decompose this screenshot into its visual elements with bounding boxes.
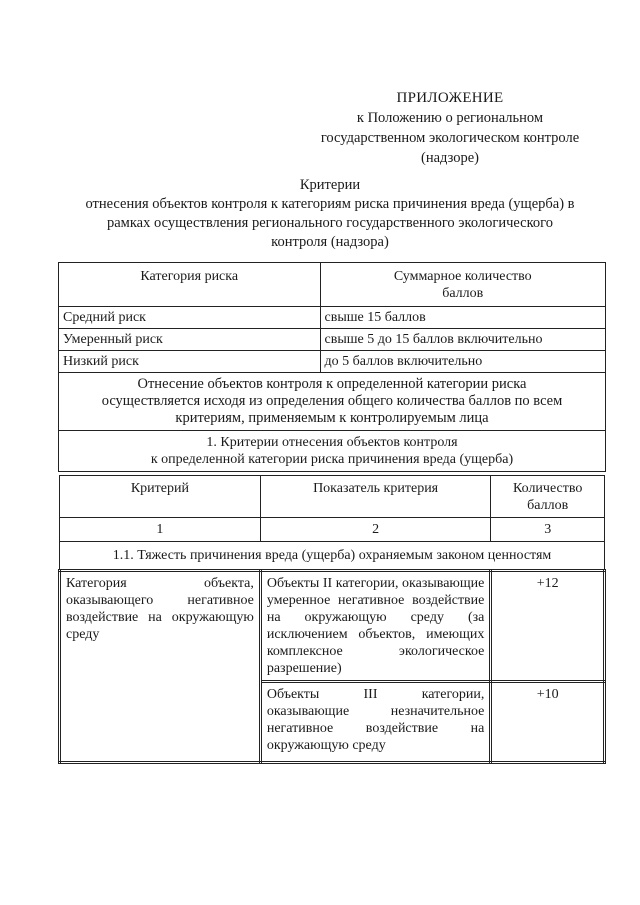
title-line-3: контроля (надзора) — [271, 234, 389, 250]
points-header-cell — [491, 476, 605, 518]
risk-points-cell: свыше 15 баллов — [320, 307, 606, 329]
risk-note-line-2: осуществляется исходя из определения общего количества баллов по всем — [101, 393, 563, 409]
header-points-cell — [320, 263, 606, 307]
risk-note-line-3: критериям, применяемым к контролируемым лица — [175, 410, 489, 426]
risk-points-cell: до 5 баллов включительно — [320, 351, 606, 373]
risk-note-cell — [59, 373, 606, 431]
document-title — [40, 176, 620, 252]
risk-table-header — [59, 263, 606, 307]
risk-row — [59, 351, 606, 373]
column-number-row — [60, 518, 605, 542]
risk-points-cell: свыше 5 до 15 баллов включительно — [320, 329, 606, 351]
risk-note-row — [59, 373, 606, 431]
header-category-cell: Категория риска — [59, 263, 321, 307]
subsection-cell: 1.1. Тяжесть причинения вреда (ущерба) охраняемым законом ценностям — [60, 542, 605, 571]
appendix-header — [300, 88, 600, 168]
column-number-1: 1 — [60, 518, 261, 542]
header-points-line-2: баллов — [442, 286, 484, 301]
points-cell: +10 — [491, 682, 605, 763]
section-heading-line-2: к определенной категории риска причинения вреда (ущерба) — [150, 452, 514, 467]
title-word: Критерии — [299, 177, 361, 193]
risk-row — [59, 329, 606, 351]
header-points-line-1: Суммарное количество — [393, 269, 532, 284]
points-header-line-2: баллов — [527, 498, 569, 513]
points-cell: +12 — [491, 571, 605, 682]
indicator-cell: Объекты II категории, оказывающие умеренное негативное воздействие на окружающую среду (за исключением объектов, имеющих комплексное экологическое разрешение) — [260, 571, 491, 682]
title-line-2: рамках осуществления регионального государственного экологического — [106, 215, 553, 231]
criterion-cell: Категория объекта, оказывающего негативное воздействие на окружающую среду — [60, 571, 261, 763]
title-line-1: отнесения объектов контроля к категориям риска причинения вреда (ущерба) в — [85, 196, 575, 212]
criteria-header-row — [60, 476, 605, 518]
risk-row — [59, 307, 606, 329]
subsection-row — [60, 542, 605, 571]
risk-category-cell: Низкий риск — [59, 351, 321, 373]
risk-category-cell: Умеренный риск — [59, 329, 321, 351]
risk-category-table — [58, 262, 606, 472]
section-heading-row — [59, 431, 606, 472]
risk-note-line-1: Отнесение объектов контроля к определенной категории риска — [137, 376, 527, 392]
criteria-item-row — [60, 571, 605, 682]
criteria-table — [58, 475, 606, 764]
section-heading-line-1: 1. Критерии отнесения объектов контроля — [206, 435, 458, 450]
appendix-line-2: государственном экологическом контроле — [320, 130, 580, 146]
criterion-header-cell: Критерий — [60, 476, 261, 518]
points-header-line-1: Количество — [512, 481, 583, 496]
appendix-line-3: (надзоре) — [421, 150, 479, 166]
appendix-heading: ПРИЛОЖЕНИЕ — [396, 90, 504, 106]
column-number-2: 2 — [260, 518, 491, 542]
indicator-header-cell: Показатель критерия — [260, 476, 491, 518]
indicator-cell: Объекты III категории, оказывающие незначительное негативное воздействие на окружающую среду — [260, 682, 491, 763]
column-number-3: 3 — [491, 518, 605, 542]
risk-category-cell: Средний риск — [59, 307, 321, 329]
section-heading-cell — [59, 431, 606, 472]
appendix-line-1: к Положению о региональном — [356, 110, 544, 126]
